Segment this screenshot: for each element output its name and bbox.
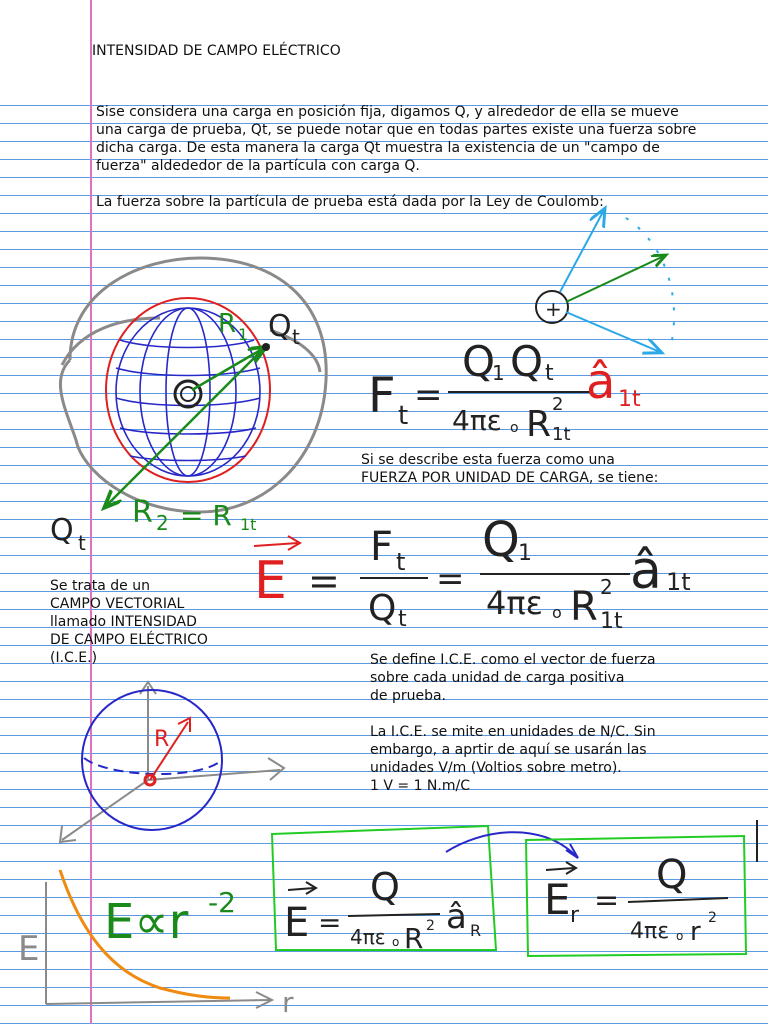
intro-line: dicha carga. De esta manera la carga Qt muestra la existencia de un "campo de bbox=[96, 140, 660, 156]
box2-den-sub: o bbox=[676, 929, 684, 943]
small-sphere-diagram bbox=[60, 682, 284, 842]
e-den-r: R bbox=[570, 584, 598, 630]
sphere-diagram bbox=[50, 258, 326, 555]
cyan-field-arrow-up bbox=[560, 210, 604, 292]
units-line: La I.C.E. se mite en unidades de N/C. Sin bbox=[370, 724, 656, 740]
box1-lhs: E bbox=[284, 900, 310, 946]
box1-num: Q bbox=[370, 865, 400, 909]
x-axis bbox=[148, 770, 280, 780]
definition-line: sobre cada unidad de carga positiva bbox=[370, 670, 625, 686]
ft-num-sub1: 1 bbox=[492, 361, 505, 385]
label-r2-sub: 2 bbox=[156, 511, 169, 535]
label-r2: R bbox=[132, 495, 153, 530]
cyan-dotted-arc bbox=[626, 218, 674, 350]
e-den-sub: o bbox=[552, 603, 562, 622]
e-num-sub: 1 bbox=[518, 541, 532, 566]
ft-num2: Q bbox=[510, 337, 544, 386]
e-num: Q bbox=[482, 512, 520, 568]
small-r-label: R bbox=[154, 727, 170, 752]
graph-x-axis bbox=[46, 1000, 270, 1004]
vector-field-line: llamado INTENSIDAD bbox=[50, 614, 197, 630]
box2-den: 4πε bbox=[630, 919, 670, 944]
box1-frac-bar bbox=[348, 914, 440, 916]
vector-field-line: Se trata de un bbox=[50, 578, 150, 594]
label-r1: R bbox=[218, 309, 237, 339]
e-equals-2: = bbox=[436, 559, 465, 599]
coulomb-equation bbox=[368, 337, 641, 445]
e-den-r-sup: 2 bbox=[600, 575, 613, 599]
ft-lhs-sub: t bbox=[398, 401, 409, 431]
ft-unit-vector-sub: 1t bbox=[618, 387, 641, 412]
intro-line: una carga de prueba, Qt, se puede notar que en todas partes existe una fuerza sobre bbox=[96, 122, 697, 138]
page-title: INTENSIDAD DE CAMPO ELÉCTRICO bbox=[92, 43, 341, 59]
box1-den: 4πε bbox=[350, 925, 386, 949]
graph-x-label: r bbox=[282, 986, 294, 1019]
definition-line: de prueba. bbox=[370, 688, 446, 704]
center-charge bbox=[175, 381, 201, 407]
e-frac-num-sub: t bbox=[396, 548, 406, 576]
green-force-arrow bbox=[566, 256, 664, 302]
ft-lhs: F bbox=[368, 368, 396, 424]
box1-den-r: R bbox=[404, 922, 424, 955]
ft-num-sub2: t bbox=[545, 361, 554, 386]
inverse-square-graph bbox=[18, 870, 294, 1019]
ft-unit-vector: â bbox=[586, 354, 616, 410]
cyan-field-arrow-down bbox=[566, 312, 660, 352]
definition-line: Se define I.C.E. como el vector de fuerza bbox=[370, 652, 656, 668]
box1-unit-sub: R bbox=[470, 921, 482, 940]
e-frac-den: Q bbox=[368, 588, 397, 629]
box2-lhs-sub: r bbox=[570, 903, 580, 928]
box2-lhs-arrow bbox=[546, 868, 574, 870]
ft-equals: = bbox=[414, 375, 443, 415]
label-qt-sub: t bbox=[292, 325, 300, 349]
vector-field-line: DE CAMPO ELÉCTRICO bbox=[50, 632, 208, 648]
test-charge-dot bbox=[262, 343, 270, 351]
ft-den-sub: o bbox=[510, 420, 519, 436]
field-equation bbox=[254, 512, 691, 634]
ft-num: Q bbox=[462, 337, 496, 386]
coulomb-line: La fuerza sobre la partícula de prueba está dada por la Ley de Coulomb: bbox=[96, 194, 604, 210]
vector-field-line: (I.C.E.) bbox=[50, 650, 98, 666]
small-blue-sphere bbox=[82, 690, 222, 830]
y-axis bbox=[62, 780, 148, 840]
e-lhs: E bbox=[254, 551, 287, 611]
ft-den-r-sup: 2 bbox=[552, 394, 564, 415]
box1-den-sup: 2 bbox=[426, 918, 435, 934]
e-frac-num: F bbox=[370, 524, 394, 570]
per-unit-line: FUERZA POR UNIDAD DE CARGA, se tiene: bbox=[361, 470, 659, 486]
charge-plus: + bbox=[545, 297, 562, 321]
e-frac-den-sub: t bbox=[398, 607, 407, 632]
label-qt: Q bbox=[268, 309, 292, 344]
graph-y-label: E bbox=[18, 929, 40, 969]
e-unit-vector: â bbox=[630, 541, 662, 601]
point-charge-field bbox=[536, 210, 674, 352]
small-sphere-equator bbox=[84, 758, 222, 774]
box1-unit: â bbox=[446, 897, 467, 937]
proportional-label: E∝r bbox=[104, 894, 189, 950]
e-den: 4πε bbox=[486, 584, 543, 622]
units-line: embargo, a aprtir de aquí se usarán las bbox=[370, 742, 647, 758]
label-qt-lower-sub: t bbox=[78, 531, 86, 555]
box1-den-sub: o bbox=[392, 935, 400, 949]
label-r2-eq: = R bbox=[180, 499, 232, 532]
box1-lhs-arrow bbox=[288, 888, 314, 890]
boxed-equation-1 bbox=[272, 826, 496, 955]
x-axis-arrowhead bbox=[268, 758, 284, 780]
per-unit-line: Si se describe esta fuerza como una bbox=[361, 452, 615, 468]
proportional-exponent: -2 bbox=[208, 886, 236, 919]
box2-frac-bar bbox=[628, 898, 728, 902]
units-line: 1 V = 1 N.m/C bbox=[370, 778, 470, 794]
box1-equals: = bbox=[318, 906, 342, 939]
e-vector-arrow bbox=[254, 543, 298, 546]
ft-den-r-sub: 1t bbox=[552, 424, 571, 445]
e-unit-vector-sub: 1t bbox=[666, 568, 691, 596]
vector-field-line: CAMPO VECTORIAL bbox=[50, 596, 185, 612]
ft-den: 4πε bbox=[452, 404, 502, 437]
ft-den-r: R bbox=[526, 404, 552, 445]
label-r2-eq-sub: 1t bbox=[240, 515, 257, 534]
label-qt-lower: Q bbox=[50, 513, 74, 548]
label-r1-sub: 1 bbox=[238, 325, 249, 344]
box2-den-r: r bbox=[690, 917, 701, 947]
intro-line: Sise considera una carga en posición fija, digamos Q, y alrededor de ella se mueve bbox=[96, 104, 679, 120]
box2-den-sup: 2 bbox=[708, 910, 717, 926]
box2-num: Q bbox=[656, 852, 688, 898]
box2-lhs: E bbox=[544, 875, 571, 924]
units-line: unidades V/m (Voltios sobre metro). bbox=[370, 760, 622, 776]
e-equals-1: = bbox=[308, 559, 340, 603]
box2-equals: = bbox=[594, 883, 620, 918]
connector-arrow bbox=[446, 832, 576, 856]
e-den-r-sub: 1t bbox=[600, 609, 623, 634]
boxed-equation-2 bbox=[526, 836, 746, 956]
intro-line: fuerza" aldededor de la partícula con carga Q. bbox=[96, 158, 420, 174]
